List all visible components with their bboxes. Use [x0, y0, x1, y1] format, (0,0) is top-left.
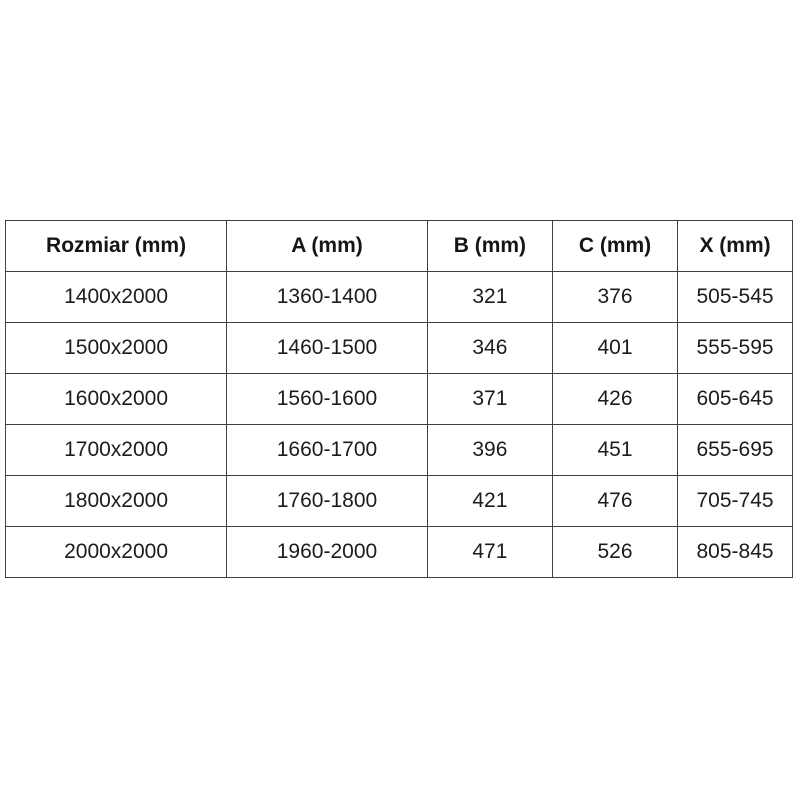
table-cell-x: 505-545 — [678, 272, 793, 323]
table-cell-b: 421 — [427, 476, 552, 527]
column-header-c: C (mm) — [552, 221, 677, 272]
table-cell-c: 376 — [552, 272, 677, 323]
table-cell-a: 1360-1400 — [227, 272, 428, 323]
table-cell-b: 471 — [427, 527, 552, 578]
table-cell-rozmiar: 1800x2000 — [6, 476, 227, 527]
table-cell-x: 655-695 — [678, 425, 793, 476]
table-cell-x: 555-595 — [678, 323, 793, 374]
table-cell-b: 321 — [427, 272, 552, 323]
table-cell-rozmiar: 1500x2000 — [6, 323, 227, 374]
table-cell-c: 426 — [552, 374, 677, 425]
table-body — [6, 272, 793, 578]
table-cell-a: 1960-2000 — [227, 527, 428, 578]
table-cell-x: 705-745 — [678, 476, 793, 527]
table-cell-a: 1460-1500 — [227, 323, 428, 374]
table-cell-rozmiar: 1700x2000 — [6, 425, 227, 476]
table-cell-b: 371 — [427, 374, 552, 425]
table-cell-b: 346 — [427, 323, 552, 374]
column-header-a: A (mm) — [227, 221, 428, 272]
table-row — [6, 425, 793, 476]
table-cell-rozmiar: 2000x2000 — [6, 527, 227, 578]
table-cell-a: 1560-1600 — [227, 374, 428, 425]
table-cell-a: 1760-1800 — [227, 476, 428, 527]
table-cell-c: 401 — [552, 323, 677, 374]
table-cell-x: 605-645 — [678, 374, 793, 425]
table-row — [6, 476, 793, 527]
table-cell-c: 451 — [552, 425, 677, 476]
table-cell-c: 476 — [552, 476, 677, 527]
table-row — [6, 527, 793, 578]
column-header-rozmiar: Rozmiar (mm) — [6, 221, 227, 272]
table-row — [6, 323, 793, 374]
table-row — [6, 374, 793, 425]
table-row — [6, 272, 793, 323]
table-cell-rozmiar: 1400x2000 — [6, 272, 227, 323]
table-cell-x: 805-845 — [678, 527, 793, 578]
table-cell-rozmiar: 1600x2000 — [6, 374, 227, 425]
column-header-x: X (mm) — [678, 221, 793, 272]
table-cell-b: 396 — [427, 425, 552, 476]
table-cell-a: 1660-1700 — [227, 425, 428, 476]
table-cell-c: 526 — [552, 527, 677, 578]
column-header-b: B (mm) — [427, 221, 552, 272]
size-spec-table — [5, 220, 793, 578]
header-row — [6, 221, 793, 272]
